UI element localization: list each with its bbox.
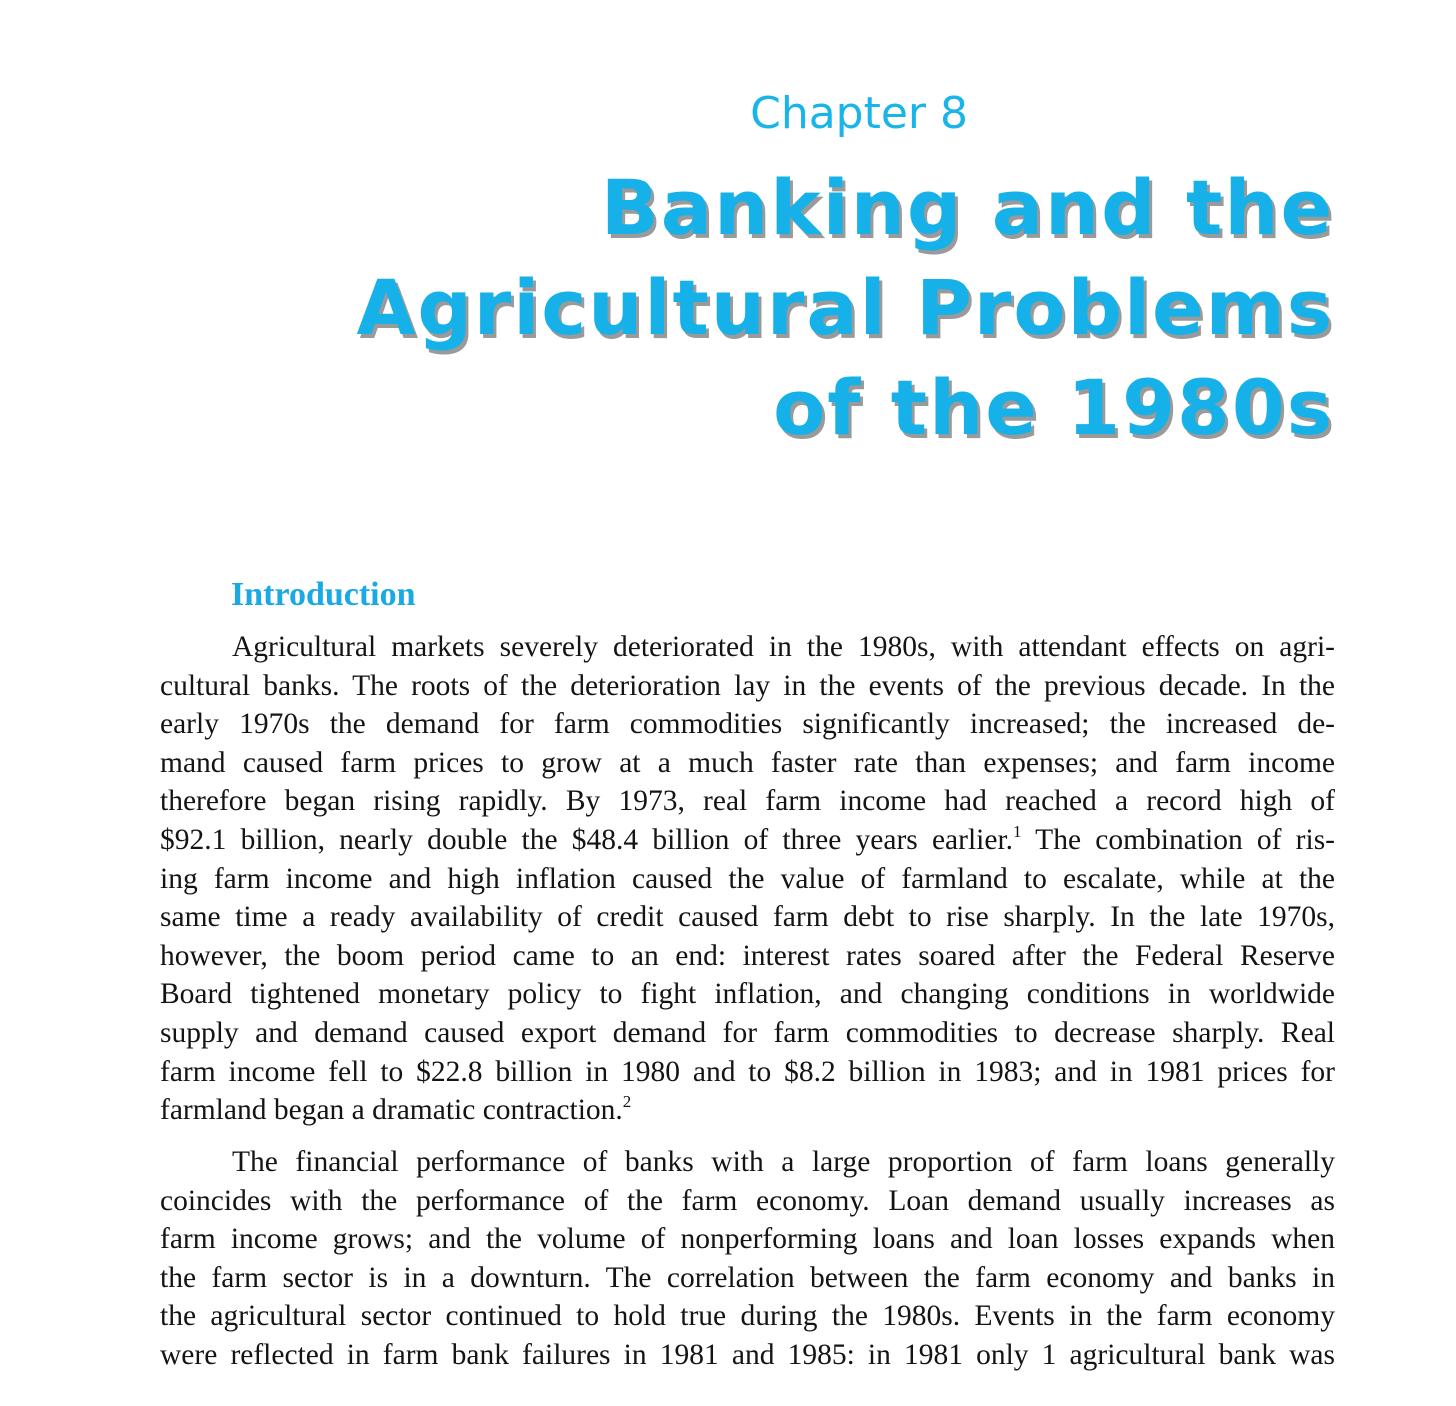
text-line: however, the boom period came to an end: interest rates soared after the Federal Reserve bbox=[160, 939, 1335, 972]
paragraph bbox=[160, 628, 1335, 1130]
text-fragment: farmland began a dramatic contraction. bbox=[160, 1094, 623, 1127]
text-line: coincides with the performance of the farm economy. Loan demand usually increases as bbox=[160, 1184, 1335, 1217]
text-line: The financial performance of banks with a large proportion of farm loans generally bbox=[232, 1146, 1335, 1178]
chapter-title-line: of the 1980s bbox=[773, 363, 1334, 452]
text-line: the farm sector is in a downturn. The correlation between the farm economy and banks in bbox=[160, 1261, 1335, 1294]
chapter-title-line: Banking and the bbox=[600, 163, 1334, 252]
text-line: supply and demand caused export demand for farm commodities to decrease sharply. Real bbox=[160, 1016, 1335, 1049]
chapter-title bbox=[200, 158, 1334, 458]
text-line-with-footnote bbox=[160, 1091, 1335, 1130]
text-line: the agricultural sector continued to hold true during the 1980s. Events in the farm economy bbox=[160, 1300, 1335, 1333]
paragraph bbox=[160, 1143, 1335, 1375]
chapter-title-line: Agricultural Problems bbox=[356, 263, 1334, 352]
text-line: ing farm income and high inflation caused the value of farmland to escalate, while at the bbox=[160, 862, 1335, 895]
text-line: early 1970s the demand for farm commodities significantly increased; the increased de- bbox=[160, 708, 1335, 741]
text-line: mand caused farm prices to grow at a much faster rate than expenses; and farm income bbox=[160, 746, 1335, 779]
text-fragment: $92.1 billion, nearly double the $48.4 billion of three years earlier. bbox=[160, 823, 1014, 856]
text-line: Agricultural markets severely deteriorated in the 1980s, with attendant effects on agri- bbox=[232, 631, 1335, 663]
text-line: therefore began rising rapidly. By 1973, real farm income had reached a record high of bbox=[160, 785, 1335, 818]
text-line: farm income grows; and the volume of nonperforming loans and loan losses expands when bbox=[160, 1223, 1335, 1256]
section-heading: Introduction bbox=[231, 576, 416, 613]
text-line-with-footnote bbox=[160, 821, 1335, 860]
text-line: were reflected in farm bank failures in 1981 and 1985: in 1981 only 1 agricultural bank was bbox=[160, 1338, 1335, 1371]
text-line: farm income fell to $22.8 billion in 1980 and to $8.2 billion in 1983; and in 1981 prices for bbox=[160, 1055, 1335, 1088]
chapter-label: Chapter 8 bbox=[750, 88, 968, 139]
text-line: Board tightened monetary policy to fight inflation, and changing conditions in worldwide bbox=[160, 978, 1335, 1011]
text-line: cultural banks. The roots of the deterioration lay in the events of the previous decade. In the bbox=[160, 669, 1335, 702]
text-fragment: The combination of ris- bbox=[1021, 823, 1335, 856]
footnote-marker[interactable]: 1 bbox=[1013, 821, 1022, 841]
text-line: same time a ready availability of credit caused farm debt to rise sharply. In the late 1970s, bbox=[160, 901, 1335, 934]
footnote-marker[interactable]: 2 bbox=[622, 1092, 632, 1112]
